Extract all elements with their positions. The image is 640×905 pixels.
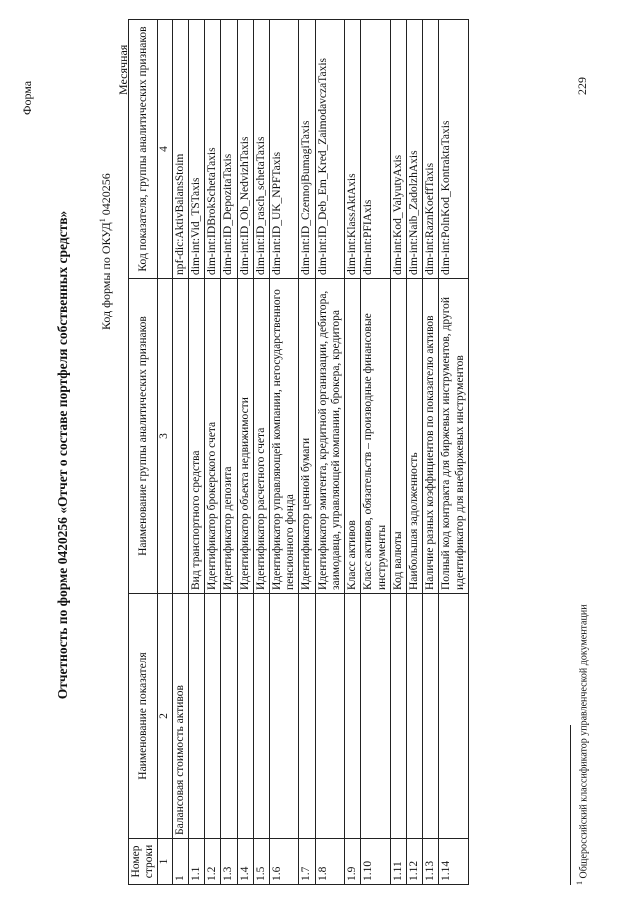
okud-footnote-mark: 1 bbox=[98, 218, 107, 223]
table-row bbox=[188, 20, 204, 885]
column-number: 1 bbox=[158, 839, 172, 885]
table-row bbox=[315, 20, 344, 885]
indicator-name bbox=[205, 594, 221, 839]
page-number: 229 bbox=[575, 77, 589, 95]
footnote-divider bbox=[570, 725, 571, 885]
indicator-name bbox=[406, 594, 422, 839]
group-name: Код валюты bbox=[390, 279, 406, 594]
okud-code-line bbox=[98, 173, 114, 330]
row-number: 1.13 bbox=[423, 839, 439, 885]
group-name: Наибольшая задолженность bbox=[406, 279, 422, 594]
group-name: Идентификатор расчетного счета bbox=[253, 279, 269, 594]
header-code: Код показателя, группы аналитических признаков bbox=[129, 20, 158, 279]
indicator-code: dim-int:ID_UK_NPFTaxis bbox=[269, 20, 298, 279]
table-body bbox=[172, 20, 468, 885]
row-number: 1.5 bbox=[253, 839, 269, 885]
column-number: 2 bbox=[158, 594, 172, 839]
indicator-name bbox=[188, 594, 204, 839]
indicator-name bbox=[390, 594, 406, 839]
indicator-name bbox=[439, 594, 468, 839]
header-indicator-name: Наименование показателя bbox=[129, 594, 158, 839]
table-row bbox=[299, 20, 315, 885]
indicator-code: dim-int:ID_Ob_NedvizhTaxis bbox=[237, 20, 253, 279]
row-number: 1.4 bbox=[237, 839, 253, 885]
group-name: Полный код контракта для биржевых инструментов, другой идентификатор для внебиржевых инструментов bbox=[439, 279, 468, 594]
table-header-row bbox=[129, 20, 158, 885]
footnote bbox=[575, 604, 589, 885]
indicator-code: dim-int:ID_rasch_schetaTaxis bbox=[253, 20, 269, 279]
group-name: Идентификатор объекта недвижимости bbox=[237, 279, 253, 594]
group-name: Вид транспортного средства bbox=[188, 279, 204, 594]
group-name: Класс активов bbox=[345, 279, 361, 594]
indicator-code: dim-int:ID_CzennojBumagiTaxis bbox=[299, 20, 315, 279]
row-number: 1.12 bbox=[406, 839, 422, 885]
indicator-code: dim-int:PolnKod_KontraktaTaxis bbox=[439, 20, 468, 279]
row-number: 1.9 bbox=[345, 839, 361, 885]
indicator-code: dim-int:Vid_TSTaxis bbox=[188, 20, 204, 279]
row-number: 1.10 bbox=[361, 839, 390, 885]
group-name: Идентификатор ценной бумаги bbox=[299, 279, 315, 594]
footnote-text: Общероссийский классификатор управленческой документации bbox=[578, 604, 590, 879]
indicator-name bbox=[221, 594, 237, 839]
indicator-code: dim-int:ID_Deb_Em_Kred_ZaimodavczaTaxis bbox=[315, 20, 344, 279]
row-number: 1.8 bbox=[315, 839, 344, 885]
header-row-number: Номер строки bbox=[129, 839, 158, 885]
table-row bbox=[269, 20, 298, 885]
indicator-code: dim-int:KlassAktAxis bbox=[345, 20, 361, 279]
row-number: 1.11 bbox=[390, 839, 406, 885]
indicator-name bbox=[269, 594, 298, 839]
group-name: Идентификатор эмитента, кредитной организации, дебитора, заимодавца, управляющей компании, брокера, кредитора bbox=[315, 279, 344, 594]
indicator-name: Балансовая стоимость активов bbox=[172, 594, 188, 839]
form-label: Форма bbox=[20, 80, 34, 115]
indicator-code: dim-int:IDBrokSchetaTaxis bbox=[205, 20, 221, 279]
page-title: Отчетность по форме 0420256 «Отчет о составе портфеля собственных средств» bbox=[55, 210, 70, 700]
group-name: Идентификатор брокерского счета bbox=[205, 279, 221, 594]
indicator-code: dim-int:ID_DepozitaTaxis bbox=[221, 20, 237, 279]
column-number: 4 bbox=[158, 20, 172, 279]
indicator-code: dim-int:Naib_ZadolzhAxis bbox=[406, 20, 422, 279]
indicator-name bbox=[237, 594, 253, 839]
table-row bbox=[390, 20, 406, 885]
footnote-mark: 1 bbox=[575, 881, 584, 885]
indicator-name bbox=[345, 594, 361, 839]
indicator-name bbox=[423, 594, 439, 839]
row-number: 1.1 bbox=[188, 839, 204, 885]
row-number: 1.3 bbox=[221, 839, 237, 885]
table-row bbox=[361, 20, 390, 885]
indicator-name bbox=[315, 594, 344, 839]
table-row bbox=[237, 20, 253, 885]
table-row bbox=[205, 20, 221, 885]
okud-code: 0420256 bbox=[99, 173, 113, 216]
indicator-name bbox=[361, 594, 390, 839]
document-page bbox=[20, 20, 610, 885]
group-name bbox=[172, 279, 188, 594]
header-group-name: Наименование группы аналитических признаков bbox=[129, 279, 158, 594]
table-row bbox=[172, 20, 188, 885]
indicator-code: dim-int:Kod_ValyutyAxis bbox=[390, 20, 406, 279]
row-number: 1.2 bbox=[205, 839, 221, 885]
table-row bbox=[221, 20, 237, 885]
table-row bbox=[345, 20, 361, 885]
column-number-row bbox=[158, 20, 172, 885]
indicator-code: dim-int:PFIAxis bbox=[361, 20, 390, 279]
indicator-name bbox=[253, 594, 269, 839]
group-name: Наличие разных коэффициентов по показателю активов bbox=[423, 279, 439, 594]
group-name: Идентификатор депозита bbox=[221, 279, 237, 594]
table-row bbox=[406, 20, 422, 885]
table-row bbox=[253, 20, 269, 885]
indicator-table bbox=[128, 19, 469, 885]
row-number: 1.7 bbox=[299, 839, 315, 885]
report-period: Месячная bbox=[116, 44, 130, 95]
table-row bbox=[423, 20, 439, 885]
row-number: 1.14 bbox=[439, 839, 468, 885]
group-name: Идентификатор управляющей компании, негосударственного пенсионного фонда bbox=[269, 279, 298, 594]
indicator-code: dim-int:RaznKoeffTaxis bbox=[423, 20, 439, 279]
row-number: 1.6 bbox=[269, 839, 298, 885]
row-number: 1 bbox=[172, 839, 188, 885]
group-name: Класс активов, обязательств – производные финансовые инструменты bbox=[361, 279, 390, 594]
indicator-name bbox=[299, 594, 315, 839]
column-number: 3 bbox=[158, 279, 172, 594]
table-row bbox=[439, 20, 468, 885]
okud-label: Код формы по ОКУД bbox=[99, 222, 113, 330]
indicator-code: npf-dic:AktivBalansStoim bbox=[172, 20, 188, 279]
